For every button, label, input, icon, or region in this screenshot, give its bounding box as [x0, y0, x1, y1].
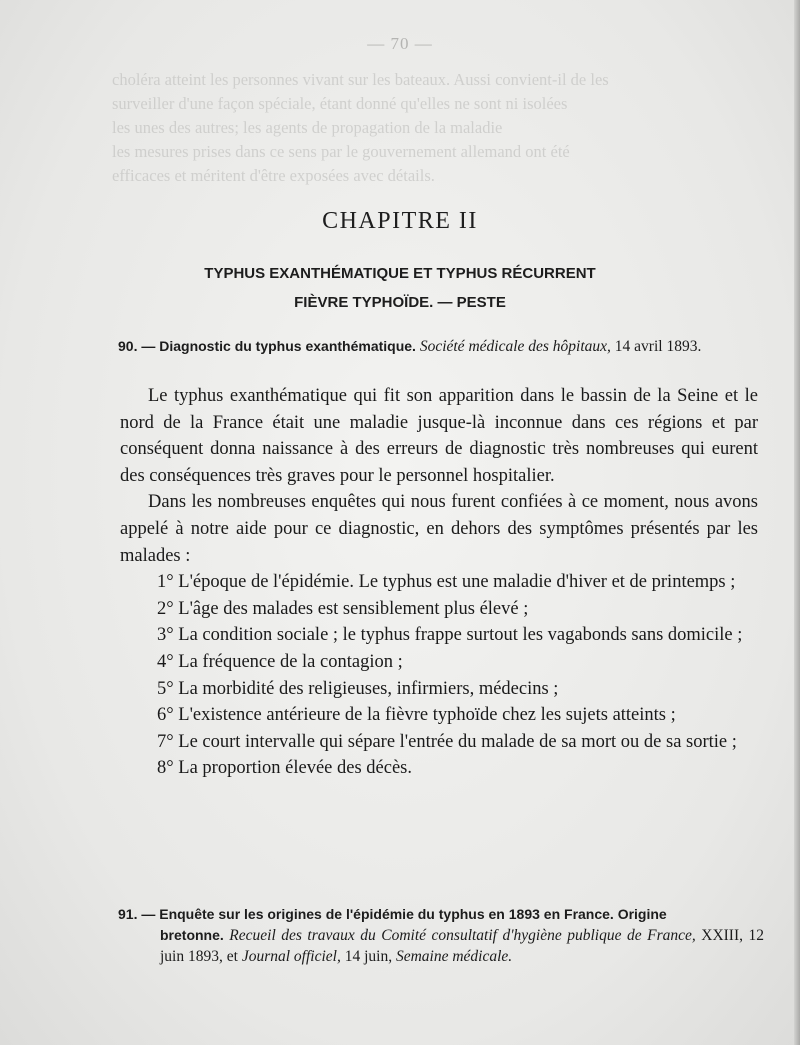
entry-90-source: Société médicale des hôpitaux, — [419, 338, 611, 355]
entry-91-source-recueil: Recueil des travaux du Comité consultatif d'hygiène publique de France, — [229, 927, 696, 944]
entry-91-title-end: bretonne. — [160, 927, 224, 943]
entry-91-date-a: 12 juin 1893, et — [160, 927, 764, 965]
entry-91-source-semaine: Semaine médicale. — [395, 948, 513, 965]
entry-91-volume: XXIII, — [701, 927, 743, 944]
paragraph: Dans les nombreuses enquêtes qui nous furent confiées à ce moment, nous avons appelé à notre aide pour ce diagnostic, en dehors des symptômes présentés par les malades : — [120, 492, 758, 566]
bleed-line: les unes des autres; les agents de propagation de la maladie — [112, 118, 503, 137]
entry-91-source-journal: Journal officiel, — [241, 948, 341, 965]
list-item: 4° La fréquence de la contagion ; — [157, 651, 403, 672]
entry-91 — [118, 904, 764, 967]
list-item: 8° La proportion élevée des décès. — [157, 758, 412, 779]
entry-91-continuation — [118, 925, 764, 967]
entry-90-date: 14 avril 1893. — [614, 338, 702, 355]
entry-90-body — [120, 383, 758, 782]
bleed-line: les mesures prises dans ce sens par le gouvernement allemand ont été — [112, 142, 570, 161]
entry-90-number: 90. — — [118, 338, 156, 354]
chapter-subtitle-line-2: FIÈVRE TYPHOÏDE. — PESTE — [294, 294, 506, 311]
entry-91-title: Enquête sur les origines de l'épidémie du typhus en 1893 en France. Origine — [159, 906, 667, 922]
chapter-title: CHAPITRE II — [322, 208, 478, 234]
list-item: 5° La morbidité des religieuses, infirmiers, médecins ; — [157, 678, 559, 699]
page-edge-shadow — [794, 0, 800, 1045]
bleed-line: choléra atteint les personnes vivant sur les bateaux. Aussi convient-il de les — [112, 70, 609, 89]
page-number: — 70 — — [367, 34, 433, 53]
list-item: 1° L'époque de l'épidémie. Le typhus est une maladie d'hiver et de printemps ; — [157, 572, 736, 593]
entry-90-title: Diagnostic du typhus exanthématique. — [159, 338, 416, 354]
entry-91-number: 91. — — [118, 906, 156, 922]
list-item: 2° L'âge des malades est sensiblement plus élevé ; — [157, 598, 529, 619]
entry-91-date-b: 14 juin, — [344, 948, 393, 965]
entry-90-heading — [118, 338, 758, 356]
bleed-through-text — [112, 68, 762, 188]
list-item: 3° La condition sociale ; le typhus frappe surtout les vagabonds sans domicile ; — [157, 625, 743, 646]
chapter-subtitle-line-1: TYPHUS EXANTHÉMATIQUE ET TYPHUS RÉCURRENT — [204, 265, 596, 282]
bleed-line: surveiller d'une façon spéciale, étant donné qu'elles ne sont ni isolées — [112, 94, 568, 113]
list-item: 7° Le court intervalle qui sépare l'entrée du malade de sa mort ou de sa sortie ; — [157, 731, 737, 752]
paragraph: Le typhus exanthématique qui fit son apparition dans le bassin de la Seine et le nord de la France était une maladie jusque-là inconnue dans ces régions et par conséquent donna naissance à des erreurs de diagnostic très nombreuses qui eurent des conséquences très graves pour le personnel hospitalier. — [120, 386, 758, 486]
bleed-line: efficaces et méritent d'être exposées avec détails. — [112, 166, 435, 185]
list-item: 6° L'existence antérieure de la fièvre typhoïde chez les sujets atteints ; — [157, 705, 676, 726]
